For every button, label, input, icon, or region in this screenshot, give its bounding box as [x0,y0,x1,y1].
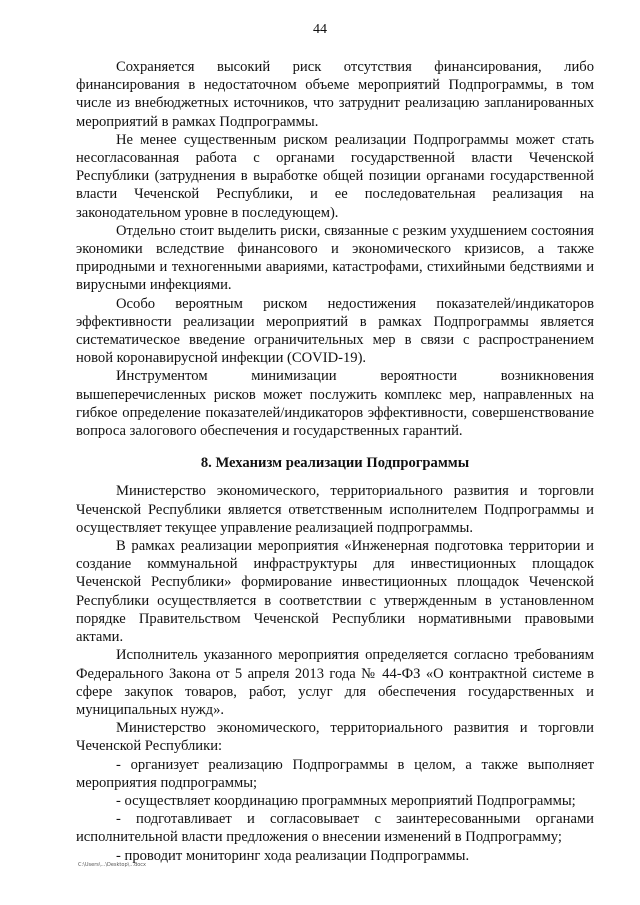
paragraph-economic-risk: Отдельно стоит выделить риски, связанные с резким ухудшением состояния экономики вследствие финансового и экономического кризисов, а также природными и техногенными авариями, катастрофами, стихийными бедствиями и вирусными инфекциями. [76,222,594,294]
paragraph-engineering-preparation: В рамках реализации мероприятия «Инженерная подготовка территории и создание коммунальной инфраструктуры для инвестиционных площадок Чеченской Республики» формирование инвестиционных площадок Чеченской Республики осуществляется в соответствии с утвержденным в установленном порядке Правительством Чеченской Республики нормативными правовыми актами. [76,538,594,646]
paragraph-covid-risk: Особо вероятным риском недостижения показателей/индикаторов эффективности реализации мероприятий в рамках Подпрограммы является систематическое введение ограничительных мер в связи с распространением новой коронавирусной инфекции (COVID-19). [76,295,594,367]
list-item: - организует реализацию Подпрограммы в целом, а также выполняет мероприятия подпрограммы; [76,756,594,791]
paragraph-executor-selection: Исполнитель указанного мероприятия определяется согласно требованиям Федерального Закона от 5 апреля 2013 года № 44-ФЗ «О контрактной системе в сфере закупок товаров, работ, услуг для обеспечения государственных и муниципальных нужд». [76,647,594,718]
document-body [76,58,594,865]
paragraph-responsible-executor: Министерство экономического, территориального развития и торговли Чеченской Республики является ответственным исполнителем Подпрограммы и осуществляет текущее управление реализацией подпрограммы. [76,483,594,536]
paragraph-coordination-risk: Не менее существенным риском реализации Подпрограммы может стать несогласованная работа с органами государственной власти Чеченской Республики (затруднения в выработке общей позиции органами государственной власти Чеченской Республики, и ее последовательная реализация на законодательном уровне в последующем). [76,131,594,221]
paragraph-risk-mitigation: Инструментом минимизации вероятности возникновения вышеперечисленных рисков может послужить комплекс мер, направленных на гибкое определение показателей/индикаторов эффективности, совершенствование вопроса залогового обеспечения и государственных гарантий. [76,368,594,440]
paragraph-ministry-functions: Министерство экономического, территориального развития и торговли Чеченской Республики: [76,720,594,755]
list-item: - проводит мониторинг хода реализации Подпрограммы. [116,847,470,864]
list-item: - подготавливает и согласовывает с заинтересованными органами исполнительной власти предложения о внесении изменений в Подпрограмму; [76,811,594,846]
file-path-footer: C:\Users\...\Desktop\...docx [78,862,147,868]
list-item: - осуществляет координацию программных мероприятий Подпрограммы; [116,792,576,809]
page-number: 44 [313,22,327,37]
paragraph-financing-risk: Сохраняется высокий риск отсутствия финансирования, либо финансирования в недостаточном объеме мероприятий Подпрограммы, в том числе из внебюджетных источников, что затруднит реализацию запланированных мероприятий в рамках Подпрограммы. [76,59,594,130]
section-heading: 8. Механизм реализации Подпрограммы [200,455,470,472]
